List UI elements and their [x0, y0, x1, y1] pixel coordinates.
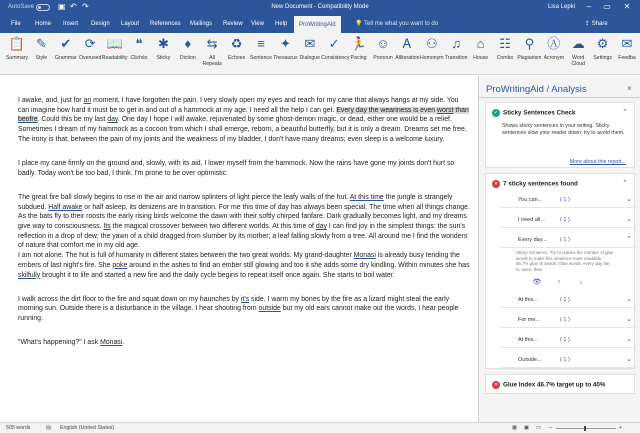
user-name[interactable]: Lisa Lepki [548, 4, 576, 10]
tab-design[interactable]: Design [91, 21, 110, 27]
finding-count: ( 1 ) [560, 357, 570, 363]
minimize-icon[interactable]: – [586, 2, 592, 11]
ribbon-button-sticky[interactable] [150, 35, 176, 73]
flagged-word[interactable]: Monasi [100, 339, 123, 347]
tab-file[interactable]: File [11, 21, 21, 27]
sticky-check-card [485, 102, 635, 168]
finding-item[interactable] [500, 232, 636, 248]
text-run: the magical crossover between two different worlds. At this time of [110, 223, 316, 231]
homonym-icon: ⚇ [425, 36, 438, 51]
text-run: The great fire ball slowly begins to rise in the air and narrow splinters of light pierce the leafy walls of the hut. [18, 193, 350, 201]
finding-item[interactable] [500, 312, 636, 328]
finding-item[interactable] [500, 292, 636, 308]
ribbon-button-homonym[interactable] [419, 35, 445, 73]
panel-close-icon[interactable]: × [627, 84, 632, 93]
echo-icon: ♻ [230, 36, 243, 51]
eye-icon[interactable]: 👁 [532, 279, 542, 286]
text-run: I awake, and, just for [18, 97, 84, 104]
text-run: or half asleep, its denizens are in transition. For me this time of day has always been special. The time when all things change. As the bats fly to their roosts the early rising birds welcome the dawn with their softly chirped fanfare. Dark gradually becomes light, and my dreams give way to consciousness. [18, 203, 470, 231]
redo-icon[interactable]: ↷ [82, 2, 89, 11]
ribbon-button-sentence[interactable] [248, 35, 274, 73]
acronym-icon: Ⓐ [547, 36, 561, 51]
finding-item[interactable] [500, 212, 636, 228]
flagged-word[interactable]: day [107, 116, 118, 124]
maximize-icon[interactable]: ▭ [603, 2, 611, 11]
ribbon-button-diction[interactable] [175, 35, 201, 73]
word-count[interactable]: 505 words [6, 425, 31, 431]
chevron-up-icon[interactable]: ⌃ [622, 180, 628, 187]
abc-check-icon: ✔ [60, 36, 72, 51]
text-run: the jungle is strangely subdued. [18, 193, 453, 211]
error-circle-icon: ✕ [493, 181, 499, 187]
ribbon-button-label: Sentence [250, 55, 272, 61]
autosave-label: AutoSave [8, 4, 35, 10]
ribbon-button-label: Transition [444, 55, 468, 61]
ribbon-button-label: Combo [496, 55, 514, 61]
share-button[interactable] [585, 15, 608, 33]
ribbon-button-acronym[interactable] [541, 35, 567, 73]
text-run: around in the ashes to find an ember still glowing and too it she adds some dry kindling. Within minutes she has [127, 261, 470, 269]
ribbon-button-label: Readability [101, 55, 128, 61]
highlighted-sentence[interactable]: Every day the weariness is even [336, 106, 438, 114]
chevron-down-icon[interactable]: ⌄ [626, 356, 632, 363]
flagged-word[interactable]: skilfully [18, 271, 41, 279]
ribbon-button-pronoun[interactable] [370, 35, 396, 73]
glue-index-title[interactable]: ✕ Glue Index 46.7% target up to 40% [493, 381, 606, 389]
flagged-word[interactable]: it's [240, 295, 250, 303]
ribbon-button-plagiarism[interactable] [516, 35, 542, 73]
ribbon-button-label: Grammar [54, 55, 77, 61]
ribbon-button-readability[interactable] [102, 35, 128, 73]
arrow-up-icon[interactable]: ↑ [557, 279, 561, 286]
chevron-down-icon[interactable]: ⌄ [626, 336, 632, 343]
text-run: I am not alone. The hut is full of humanity in different states between the two great worlds. My grand-daughter [18, 252, 354, 260]
document-title: New Document - Compatibility Mode [271, 4, 369, 10]
finding-count: ( 1 ) [560, 197, 570, 203]
ribbon-button-label: Sticky [156, 55, 171, 61]
chevron-down-icon[interactable]: ⌄ [626, 196, 632, 203]
finding-item[interactable] [500, 192, 636, 208]
flagged-word[interactable]: outside [258, 305, 281, 313]
ribbon-button-label: Style [35, 55, 48, 61]
text-run: is already busy tending the embers of last night's fire. She [18, 252, 460, 269]
alliteration-icon: Ꭺ [403, 36, 412, 51]
book-icon: 📖 [106, 36, 123, 51]
ribbon-button-alliteration[interactable] [394, 35, 420, 73]
document-paragraph[interactable] [18, 159, 470, 178]
flagged-word[interactable]: Its [103, 223, 111, 231]
text-run: . Could this be my last [37, 116, 108, 124]
chevron-up-icon[interactable]: ⌃ [622, 109, 628, 116]
sticky-check-description: Shows sticky sentences in your writing. Sticky sentences slow your reader down; try to avoid them. [502, 123, 625, 136]
text-run: I place my cane firmly on the ground and, slowly, with its aid, I lower myself from the hammock. Now the rains have gone my joints don't hurt so badly. Today won't be too bad, I think. I'm prone to be over optimistic. [18, 160, 455, 177]
highlighted-sentence[interactable]: than [453, 106, 469, 114]
finding-text: You can... [518, 197, 543, 203]
tell-me-search[interactable] [355, 15, 438, 33]
sticky-check-title[interactable]: ✓ Sticky Sentences Check [493, 109, 576, 117]
web-layout-icon[interactable]: ▭ [536, 425, 542, 431]
finding-item[interactable] [500, 332, 636, 348]
sentence-icon: ≡ [257, 36, 265, 51]
chevron-down-icon[interactable]: ⌄ [626, 216, 632, 223]
ribbon-tabs [0, 15, 640, 33]
text-run: I walk across the dirt floor to the fire and squat down on my haunches by [18, 295, 241, 303]
document-paragraph[interactable] [18, 193, 470, 251]
status-bar [0, 422, 640, 433]
text-run: side. I warm my bones by the fire as a lizard might steal the early morning sun. Outside there is a disturbance in the village. I hear shouting from [18, 295, 450, 313]
ribbon-button-all-repeats[interactable] [199, 35, 225, 73]
undo-icon[interactable]: ↶ [70, 2, 77, 11]
text-run: but my old ears cannot make out the words, I hear people running. [18, 305, 459, 323]
ribbon-button-label: Plagiarism [517, 55, 542, 61]
finding-detail: Sticky Sentence. Try to reduce the number of glue words to make this sentence more readable. 66.7% glue (6 words. Glue words: every day the, is, even, than [516, 250, 614, 272]
ribbon-button-overused[interactable] [77, 35, 103, 73]
ribbon-button-feedba[interactable] [614, 35, 640, 73]
ribbon-button-label: All Repeats [202, 55, 222, 67]
text-run: I can find joy in the simplest things: the sun's reflection in a drop of dew; the yawn of a child dragged from slumber by its mother; a leaf falling slowly from a tree. All around me I find the wonders of nature that comfort me in my old age. [18, 223, 468, 250]
tab-insert[interactable]: Insert [63, 21, 79, 27]
language-label[interactable]: English (United States) [60, 425, 115, 431]
ribbon-button-label: Pronoun [373, 55, 393, 61]
ribbon-button-label: Consistency [321, 55, 350, 61]
finding-count: ( 1 ) [560, 217, 570, 223]
tell-me-label: Tell me what you want to do [364, 21, 439, 27]
ribbon-button-label: Overused [78, 55, 102, 61]
flagged-word[interactable]: day [315, 223, 327, 231]
ribbon-button-label: Diction [179, 55, 196, 61]
ribbon-button-label: Feedba [618, 55, 636, 61]
finding-text: At this... [518, 337, 538, 343]
finding-actions [526, 278, 592, 286]
close-icon[interactable]: ✕ [623, 2, 631, 11]
repeat-icon: ⟳ [84, 36, 96, 51]
ribbon-button-combo[interactable] [492, 35, 518, 73]
tab-help[interactable]: Help [275, 21, 288, 27]
zoom-in-icon[interactable]: + [619, 425, 623, 431]
pacing-icon: 🏃 [350, 36, 367, 51]
repeats-icon: ⇆ [206, 36, 218, 51]
ribbon-button-dialogue[interactable] [297, 35, 323, 73]
text-run: brought it to life and started a new fire and the daily cycle begins to repeat itself once again. She starts to boil water. [40, 271, 395, 279]
ribbon-button-clich-s[interactable] [126, 35, 152, 73]
tab-view[interactable]: View [251, 21, 264, 27]
panel-title: ProWritingAid / Analysis [486, 84, 587, 95]
ribbon-button-grammar[interactable] [53, 35, 79, 73]
finding-text: Outside... [518, 357, 542, 363]
sticky-found-card [485, 173, 635, 369]
zoom-out-icon[interactable]: – [549, 425, 552, 431]
pen-icon: ✎ [35, 36, 47, 51]
thesaurus-icon: ✦ [279, 36, 291, 51]
ribbon-toolbar [0, 33, 640, 75]
ribbon-button-label: Echoes [227, 55, 246, 61]
document-text[interactable] [18, 96, 470, 363]
finding-count: ( 1 ) [560, 297, 570, 303]
transition-icon: ♫ [451, 36, 462, 51]
clipboard-icon: 📋 [8, 36, 26, 51]
finding-text: For me... [518, 317, 541, 323]
dialogue-icon: ✉ [304, 36, 316, 51]
flagged-word[interactable]: Monasi [353, 252, 376, 260]
title-bar [0, 0, 640, 15]
combo-icon: ☷ [499, 36, 511, 51]
save-icon[interactable]: ▣ [58, 2, 66, 11]
zoom-slider-handle[interactable] [584, 426, 586, 431]
tab-prowritingaid[interactable]: ProWritingAid [294, 15, 341, 33]
text-run: . [122, 339, 125, 347]
plagiarism-icon: ⚲ [524, 36, 535, 51]
share-label: Share [591, 21, 608, 27]
ribbon-button-label: Clichés [130, 55, 148, 61]
ribbon-button-label: House [473, 55, 489, 61]
word-cloud-icon: ☁ [571, 36, 585, 51]
ribbon-button-style[interactable] [28, 35, 54, 73]
pronoun-icon: ☺ [376, 36, 390, 51]
ribbon-button-summary[interactable] [4, 35, 30, 73]
read-mode-icon[interactable]: ▦ [512, 425, 518, 431]
ribbon-button-label: Summary [5, 55, 29, 61]
flagged-word[interactable]: poke [112, 261, 128, 269]
ribbon-button-settings[interactable] [590, 35, 616, 73]
text-run: moment, I have forgotten the pain. I very slowly open my eyes and reach for my cane that always hangs at my side. You can imagine how hard it must be to get in and out of a hammock at my age. I need all the help I can get. [18, 97, 459, 114]
share-icon: ⇪ [585, 21, 592, 27]
diction-icon: ♦ [184, 36, 192, 51]
consistency-icon: ✓ [328, 36, 340, 51]
ribbon-button-transition[interactable] [443, 35, 469, 73]
house-icon: ⌂ [476, 36, 485, 51]
tab-mailings[interactable]: Mailings [190, 21, 213, 27]
check-circle-icon: ✓ [493, 110, 499, 116]
ribbon-button-label: Alliteration [395, 55, 420, 61]
finding-count: ( 1 ) [560, 317, 570, 323]
feedback-icon: ✉ [621, 36, 633, 51]
document-paragraph[interactable] [18, 338, 470, 348]
finding-text: Every day... [518, 237, 547, 243]
ribbon-button-label: Homonym [419, 55, 444, 61]
glue-index-card [485, 374, 635, 394]
ribbon-button-thesaurus[interactable] [272, 35, 298, 73]
finding-text: I need all... [518, 217, 545, 223]
ribbon-button-label: Word Cloud [571, 55, 585, 67]
print-layout-icon[interactable]: ▣ [524, 425, 530, 431]
sticky-icon: ✱ [157, 36, 169, 51]
tab-home[interactable]: Home [35, 21, 52, 27]
panel-divider [479, 97, 640, 98]
ribbon-button-echoes[interactable] [224, 35, 250, 73]
zoom-slider[interactable] [556, 428, 616, 429]
lightbulb-icon: 💡 [355, 21, 365, 27]
tab-references[interactable]: References [150, 21, 181, 27]
document-paragraph[interactable] [18, 295, 470, 324]
gear-icon: ⚙ [596, 36, 609, 51]
document-paragraph[interactable] [18, 96, 470, 145]
finding-item[interactable] [500, 352, 636, 368]
document-area[interactable] [0, 76, 478, 422]
arrow-down-icon[interactable]: ↓ [579, 279, 583, 286]
more-about-link[interactable]: More about this report... [569, 159, 626, 165]
ribbon-button-pacing[interactable] [346, 35, 372, 73]
text-run: "What's happening?" I ask [18, 339, 101, 347]
ribbon-button-label: Dialogue [299, 55, 321, 61]
text-run: . One day I hope I will awake, rejuvenated by some ghost-demon magic, or dead, either one would be a relief. Sometimes I dream of my hammock as a cocoon from which I shall emerge, reborn, a beautiful butterfly, but it is only a dream. Dreams set me free. The irony is that, between the pain of my joints and the weakness of my bladder, I don't have many dreams; even sleep is a welcome luxury. [18, 116, 467, 143]
ribbon-button-label: Acronym [543, 55, 565, 61]
finding-count: ( 1 ) [560, 237, 570, 243]
highlighted-sentence[interactable]: worst [437, 106, 454, 114]
ribbon-button-house[interactable] [468, 35, 494, 73]
prowritingaid-panel [478, 76, 640, 422]
chevron-up-icon[interactable]: ⌃ [626, 236, 632, 243]
ribbon-button-label: Pacing [350, 55, 367, 61]
flagged-word[interactable]: Half awake [48, 203, 83, 211]
finding-count: ( 1 ) [560, 337, 570, 343]
sticky-found-title[interactable]: ✕ 7 sticky sentences found [493, 180, 578, 188]
chevron-down-icon[interactable]: ⌄ [626, 316, 632, 323]
highlighted-sentence[interactable]: beofre [18, 116, 38, 124]
tab-layout[interactable]: Layout [121, 21, 140, 27]
error-circle-icon: ✕ [493, 382, 499, 388]
flagged-word[interactable]: At this time [349, 193, 384, 201]
chevron-down-icon[interactable]: ⌄ [626, 296, 632, 303]
document-paragraph[interactable] [18, 251, 470, 280]
ribbon-button-consistency[interactable] [321, 35, 350, 73]
ribbon-button-label: Thesaurus [273, 55, 298, 61]
tab-review[interactable]: Review [223, 21, 243, 27]
ribbon-button-word-cloud[interactable] [565, 35, 591, 73]
quote-icon: ❝ [135, 36, 143, 51]
flagged-word[interactable]: an [83, 97, 92, 104]
ribbon-button-label: Settings [593, 55, 612, 61]
finding-text: At this... [518, 297, 538, 303]
proofing-icon[interactable]: ▤ [46, 425, 52, 431]
